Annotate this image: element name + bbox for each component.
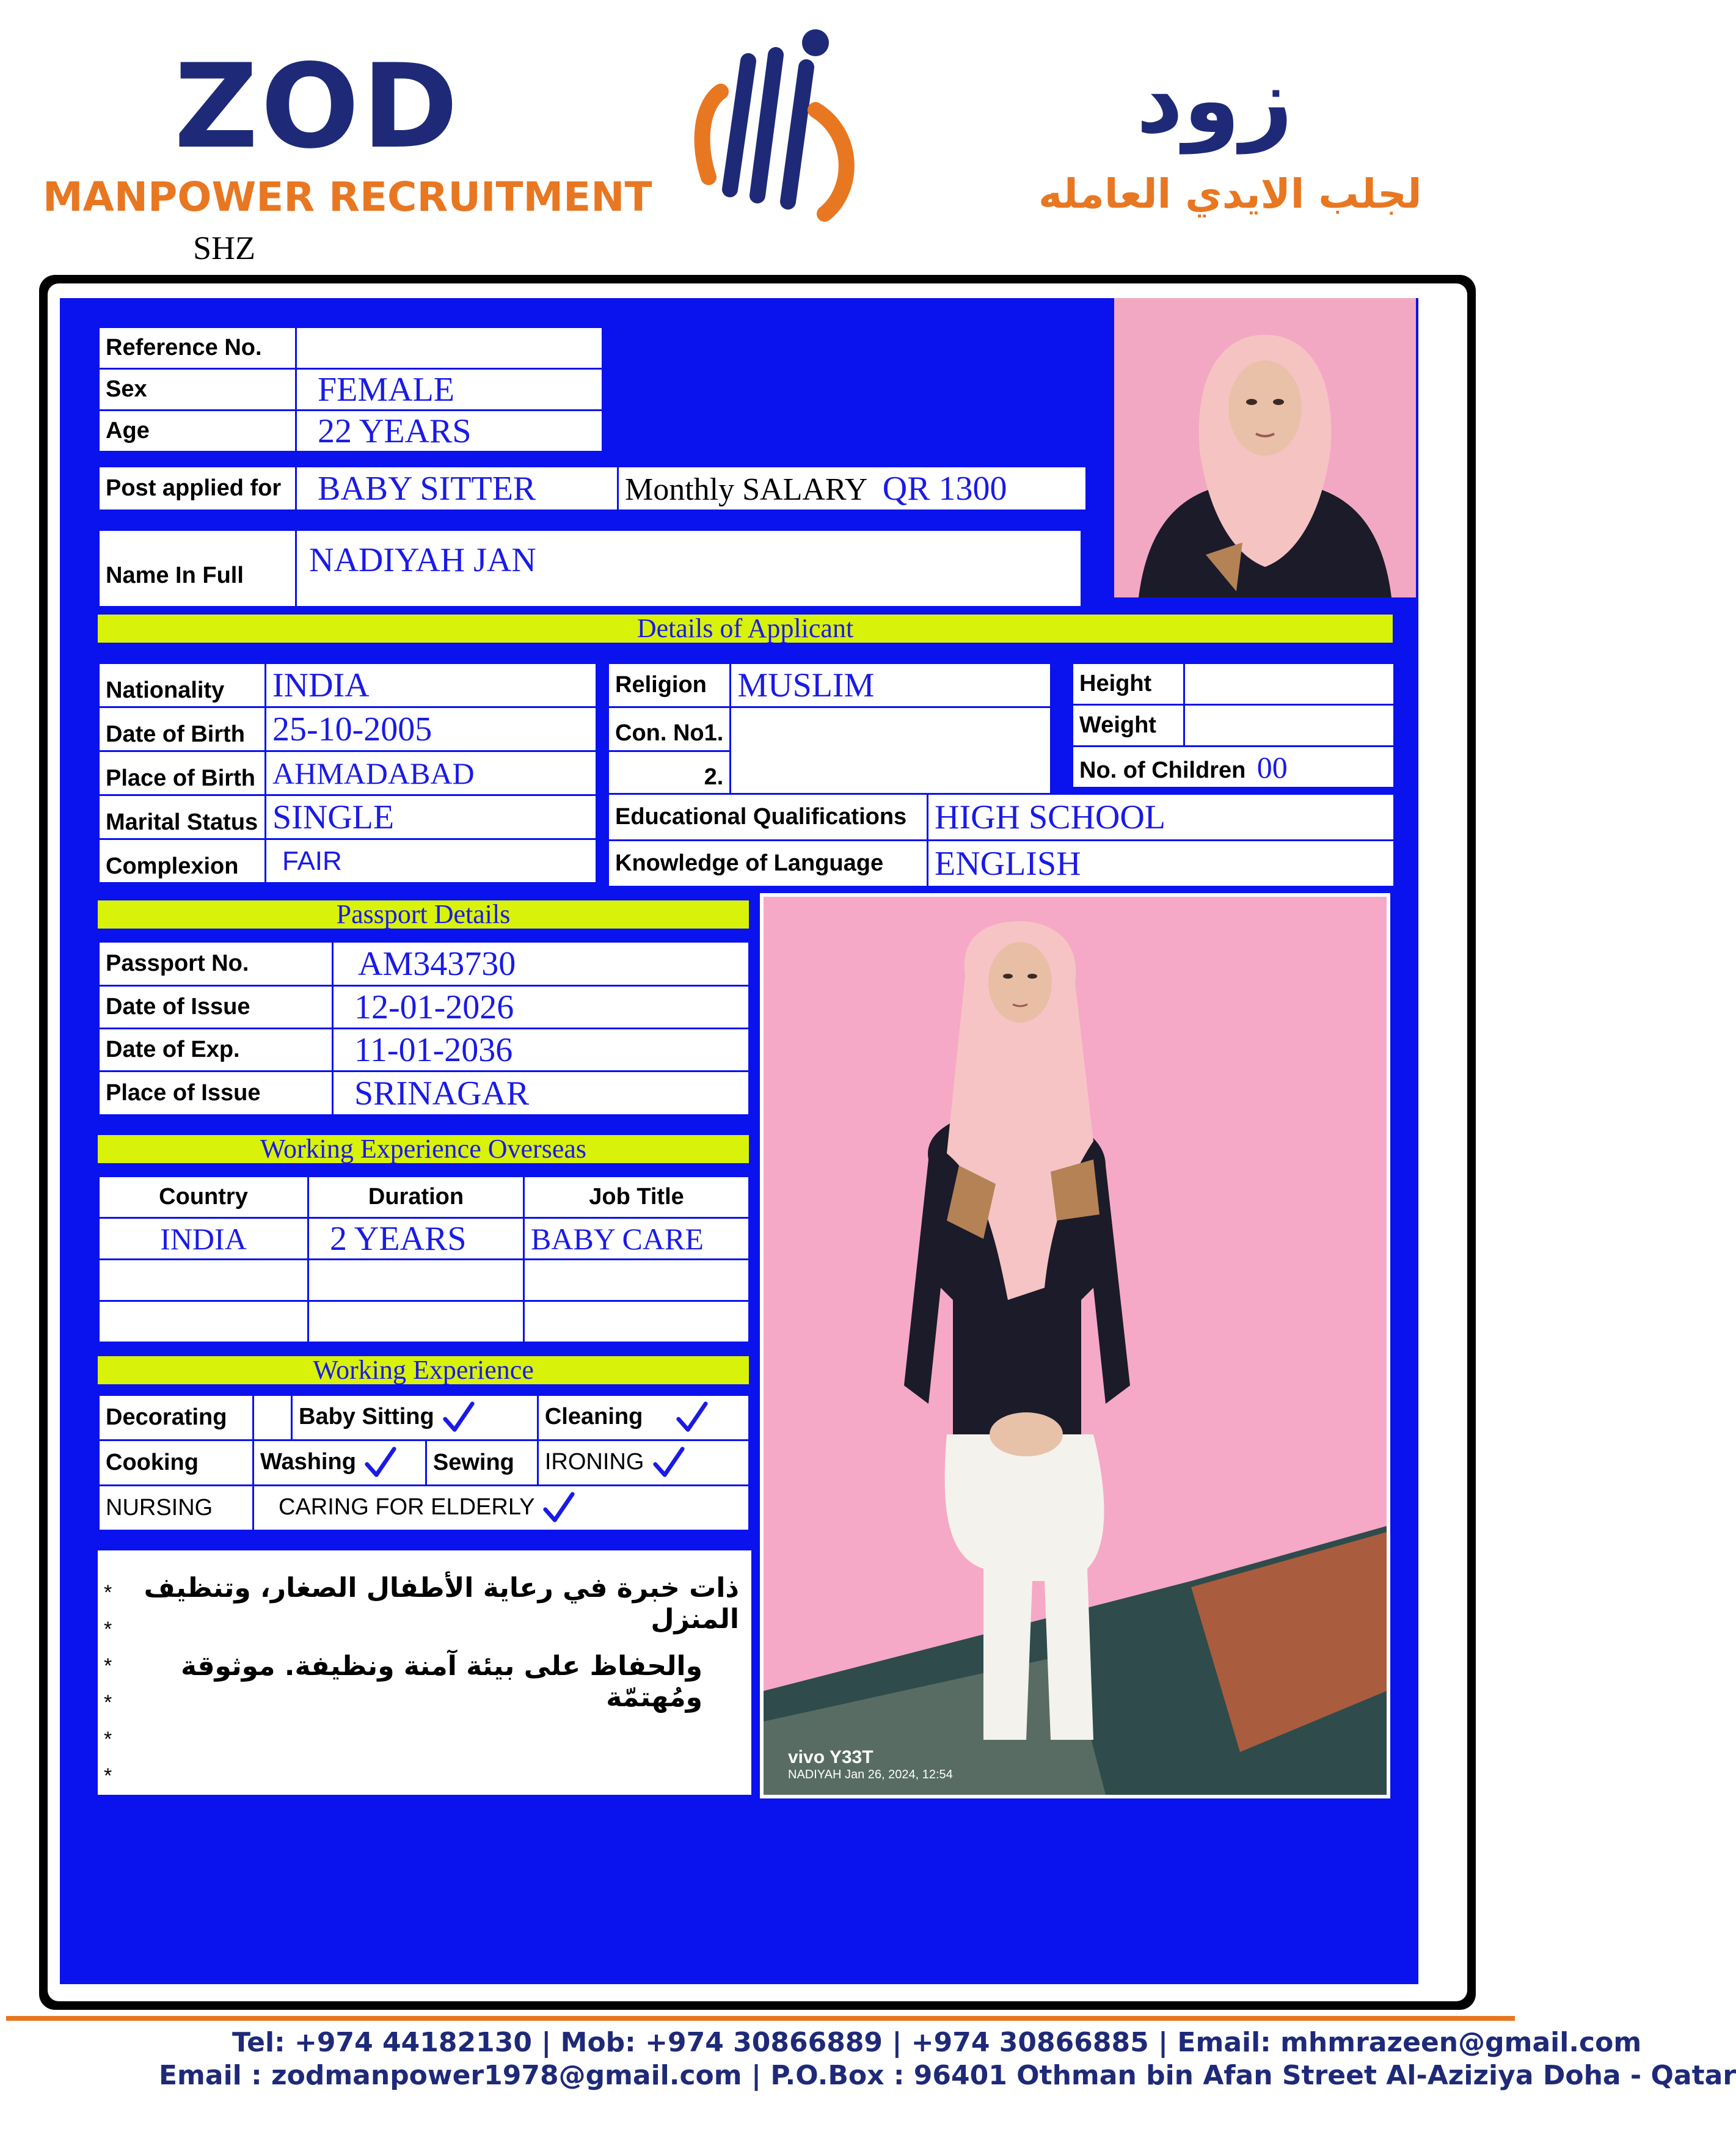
- logo-text-ar: زود: [1136, 48, 1293, 154]
- skill-cooking: Cooking: [99, 1440, 253, 1486]
- overseas-header-job: Job Title: [524, 1177, 749, 1218]
- education-label: Educational Qualifications: [608, 794, 928, 841]
- children-value: 00: [1256, 750, 1288, 784]
- footer-contact-address: Email : zodmanpower1978@gmail.com | P.O.Box : 96401 Othman bin Afan Street Al-Aziziya Doha - Qatar: [159, 2060, 1736, 2091]
- pob-label: Place of Birth: [99, 751, 266, 795]
- details-left-table: [98, 662, 597, 884]
- overseas-table: [98, 1175, 750, 1343]
- complexion-label: Complexion: [99, 839, 266, 883]
- experience-section-bar: Working Experience: [98, 1356, 749, 1384]
- children-label: No. of Children: [1079, 757, 1246, 783]
- sex-value: FEMALE: [296, 369, 603, 411]
- dob-value: 25-10-2005: [266, 707, 597, 751]
- passport-issue-label: Date of Issue: [99, 986, 333, 1029]
- footer-divider: [6, 2016, 1515, 2021]
- passport-issue-value: 12-01-2026: [333, 986, 749, 1029]
- passport-section-bar: Passport Details: [98, 900, 749, 929]
- reference-label: Reference No.: [99, 327, 296, 369]
- salary-value: QR 1300: [882, 469, 1007, 508]
- check-icon: [651, 1445, 686, 1481]
- applicant-portrait-photo: [1114, 298, 1416, 597]
- remarks-box: [98, 1550, 751, 1795]
- passport-place-label: Place of Issue: [99, 1072, 333, 1115]
- bullet-star: *: [104, 1728, 112, 1751]
- bullet-star: *: [104, 1764, 112, 1787]
- marital-label: Marital Status: [99, 795, 266, 839]
- height-value: [1184, 663, 1395, 705]
- details-middle-table: [607, 662, 1052, 796]
- marital-value: SINGLE: [266, 795, 597, 839]
- agency-code: SHZ: [193, 230, 256, 266]
- education-value: HIGH SCHOOL: [928, 794, 1395, 841]
- passport-exp-label: Date of Exp.: [99, 1029, 333, 1072]
- passport-no-label: Passport No.: [99, 942, 333, 986]
- overseas-duration: 2 YEARS: [308, 1218, 524, 1260]
- table-row: [99, 1301, 749, 1343]
- check-icon: [674, 1400, 709, 1436]
- pob-value: AHMADABAD: [266, 751, 597, 795]
- details-right-table: [1071, 662, 1395, 789]
- remarks-line-2: والحفاظ على بيئة آمنة ونظيفة. موثوقة ومُهتمّة: [181, 1651, 702, 1713]
- post-value: BABY SITTER: [296, 467, 618, 511]
- skill-baby-sitting: Baby Sitting: [299, 1403, 434, 1429]
- brand-mark-icon: [684, 18, 861, 220]
- overseas-header-duration: Duration: [308, 1177, 524, 1218]
- overseas-header-country: Country: [99, 1177, 308, 1218]
- photo-camera-stamp: [788, 1747, 953, 1782]
- skill-decorating-check: [253, 1395, 292, 1440]
- skill-elderly: CARING FOR ELDERLY: [279, 1494, 534, 1520]
- contact1-label: Con. No1.: [608, 707, 731, 751]
- name-value: NADIYAH JAN: [296, 530, 1082, 607]
- remarks-line-1: ذات خبرة في رعاية الأطفال الصغار، وتنظيف المنزل: [144, 1572, 739, 1635]
- post-table: [98, 465, 1087, 511]
- passport-table: [98, 941, 750, 1116]
- weight-label: Weight: [1073, 705, 1184, 747]
- check-icon: [541, 1491, 576, 1526]
- religion-value: MUSLIM: [731, 663, 1051, 707]
- skill-cleaning: Cleaning: [544, 1403, 643, 1429]
- reference-value: [296, 327, 603, 369]
- skill-sewing: Sewing: [426, 1440, 538, 1486]
- contact2-label: 2.: [608, 751, 731, 795]
- language-value: ENGLISH: [928, 841, 1395, 887]
- contact2-value: [731, 751, 1051, 795]
- passport-no-value: AM343730: [333, 942, 749, 986]
- overseas-job: BABY CARE: [524, 1218, 749, 1260]
- photo-timestamp: NADIYAH Jan 26, 2024, 12:54: [788, 1768, 953, 1781]
- skill-nursing: NURSING: [99, 1486, 253, 1531]
- religion-label: Religion: [608, 663, 731, 707]
- height-label: Height: [1073, 663, 1184, 705]
- passport-place-value: SRINAGAR: [333, 1072, 749, 1115]
- nationality-value: INDIA: [266, 663, 597, 707]
- sex-label: Sex: [99, 369, 296, 411]
- weight-value: [1184, 705, 1395, 747]
- skill-ironing: IRONING: [544, 1448, 644, 1475]
- contact1-value: [731, 707, 1051, 751]
- nationality-label: Nationality: [99, 663, 266, 707]
- skill-washing: Washing: [260, 1448, 356, 1475]
- logo-subtitle-ar: لجلب الايدي العامله: [1038, 170, 1422, 217]
- logo-subtitle-en: MANPOWER RECRUITMENT: [43, 173, 652, 221]
- complexion-value: FAIR: [266, 839, 597, 883]
- age-value: 22 YEARS: [296, 411, 603, 452]
- dob-label: Date of Birth: [99, 707, 266, 751]
- age-label: Age: [99, 411, 296, 452]
- salary-label: Monthly SALARY: [625, 472, 868, 507]
- logo-text-en: ZOD: [174, 39, 461, 174]
- passport-exp-value: 11-01-2036: [333, 1029, 749, 1072]
- name-label: Name In Full: [99, 530, 296, 607]
- check-icon: [362, 1445, 398, 1481]
- skill-decorating: Decorating: [99, 1395, 253, 1440]
- language-label: Knowledge of Language: [608, 841, 928, 887]
- footer-contact-phones: Tel: +974 44182130 | Mob: +974 30866889 | +974 30866885 | Email: mhmrazeen@gmail.com: [232, 2027, 1642, 2058]
- education-table: [607, 793, 1395, 888]
- check-icon: [440, 1400, 476, 1436]
- bullet-star: *: [104, 1581, 112, 1604]
- bullet-star: *: [104, 1691, 112, 1714]
- experience-table: [98, 1394, 750, 1531]
- applicant-full-photo: [760, 893, 1390, 1798]
- bullet-star: *: [104, 1654, 112, 1678]
- name-table: [98, 529, 1082, 608]
- overseas-country: INDIA: [99, 1218, 308, 1260]
- camera-model: vivo Y33T: [788, 1747, 873, 1767]
- table-row: [99, 1218, 749, 1260]
- basic-info-table: [98, 326, 604, 453]
- table-row: [99, 1260, 749, 1301]
- overseas-section-bar: Working Experience Overseas: [98, 1135, 749, 1163]
- details-section-bar: Details of Applicant: [98, 615, 1393, 643]
- bullet-star: *: [104, 1618, 112, 1641]
- post-label: Post applied for: [99, 467, 296, 511]
